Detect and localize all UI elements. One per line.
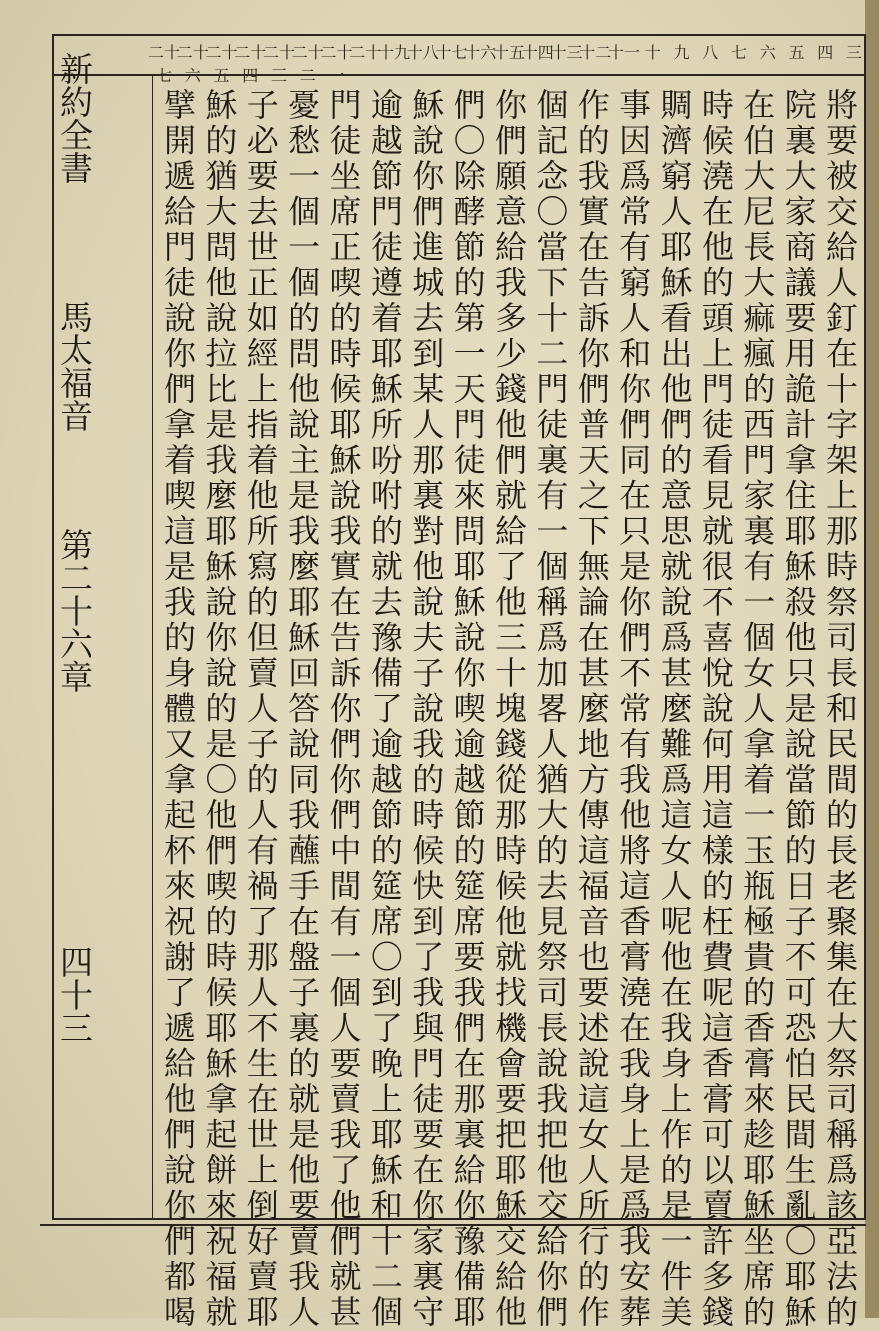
text-column: 擘開遞給門徒說你們拿着喫這是我的身體又拿起杯來祝謝了遞給他們說你們都喝 <box>159 88 197 1331</box>
text-frame <box>52 34 866 1331</box>
page-edge <box>865 0 879 1318</box>
frame-bottom-rule <box>40 1224 866 1226</box>
text-column: 逾越節門徒遵着耶穌所吩咐的就去豫備了逾越節的筵席〇到了晚上耶穌和十二個 <box>365 88 404 1331</box>
verse-number: 二十七 <box>147 43 180 85</box>
verse-number: 九 <box>673 43 690 62</box>
verse-number: 十八 <box>406 43 439 62</box>
verse-number: 二十 <box>349 43 382 62</box>
book-title: 新約全書 <box>55 52 94 184</box>
text-column: 作的我實在告訴你們普天之下無論在甚麼地方傳這福音也要述說這女人所行的作 <box>572 88 611 1331</box>
text-column: 事因爲常有窮人和你們同在只是你們不常有我他將這香膏澆在我身上是爲我安葬 <box>614 88 653 1331</box>
verse-number: 二十四 <box>234 43 267 85</box>
verse-number: 十七 <box>435 43 468 62</box>
verse-number: 十四 <box>521 43 554 62</box>
verse-number: 十六 <box>464 43 497 62</box>
text-column: 穌的猶大問他說拉比是我麼耶穌說你說的是〇他們喫的時候耶穌拿起餅來祝福就 <box>200 88 239 1331</box>
text-column: 子必要去世正如經上指着他所寫的但賣人子的人有禍了那人不生在世上倒好賣耶 <box>241 88 280 1331</box>
text-column: 門徒坐席正喫的時候耶穌說我實在告訴你們你們中間有一個人要賣我了他們就甚 <box>324 88 363 1331</box>
verse-number: 二十三 <box>262 43 295 85</box>
verse-number: 十九 <box>377 43 410 62</box>
verse-number: 十 <box>644 43 661 62</box>
verse-number: 十三 <box>550 43 583 62</box>
chapter-label: 第二十六章 <box>55 528 94 693</box>
sidebar-divider <box>152 76 153 1220</box>
verse-number: 六 <box>759 43 776 62</box>
verse-number: 二十二 <box>291 43 324 85</box>
text-column: 穌說你們進城去到某人那裏對他說夫子說我的時候快到了我與門徒要在你家裏守 <box>407 88 446 1331</box>
verse-number: 十一 <box>607 43 640 62</box>
text-column: 時候澆在他的頭上門徒看見就很不喜悅說何用這樣的枉費呢這香膏可以賣許多錢 <box>696 88 735 1331</box>
page-number: 四十三 <box>55 945 94 1044</box>
verse-number: 二十五 <box>205 43 238 85</box>
verse-number: 十五 <box>492 43 525 62</box>
text-column: 你們願意給我多少錢他們就給了他三十塊錢從那時候他就找機會要把耶穌交給他 <box>490 88 528 1331</box>
verse-number: 七 <box>730 43 747 62</box>
gospel-name: 馬太福音 <box>55 300 94 432</box>
text-column: 們〇除酵節的第一天門徒來問耶穌說你喫逾越節的筵席要我們在那裏給你豫備耶 <box>448 88 487 1331</box>
text-column: 將要被交給人釘在十字架上那時祭司長和民間的長老聚集在大祭司稱爲該亞法的 <box>821 88 859 1331</box>
verse-number: 二十一 <box>320 43 353 85</box>
text-column: 賙濟窮人耶穌看出他們的意思就說爲甚麼難爲這女人呢他在我身上作的是一件美 <box>655 88 694 1331</box>
text-column: 憂愁一個一個的問他說主是我麼耶穌回答說同我蘸手在盤子裏的就是他要賣我人 <box>283 88 322 1331</box>
verse-number: 四 <box>817 43 834 62</box>
text-column: 個記念〇當下十二門徒裏有一個稱爲加畧人猶大的去見祭司長說我把他交給你們 <box>531 88 570 1331</box>
verse-number: 五 <box>788 43 805 62</box>
verse-number: 八 <box>702 43 719 62</box>
verse-number: 三 <box>845 43 862 62</box>
text-column: 院裏大家商議要用詭計拿住耶穌殺他只是說當節的日子不可恐怕民間生亂〇耶穌 <box>779 88 818 1331</box>
text-column: 在伯大尼長大痲瘋的西門家裏有一個女人拿着一玉瓶極貴的香膏來趁耶穌坐席的 <box>738 88 777 1331</box>
verse-number: 十二 <box>579 43 612 62</box>
verse-number: 二十六 <box>176 43 209 85</box>
verse-number-header <box>54 36 864 85</box>
